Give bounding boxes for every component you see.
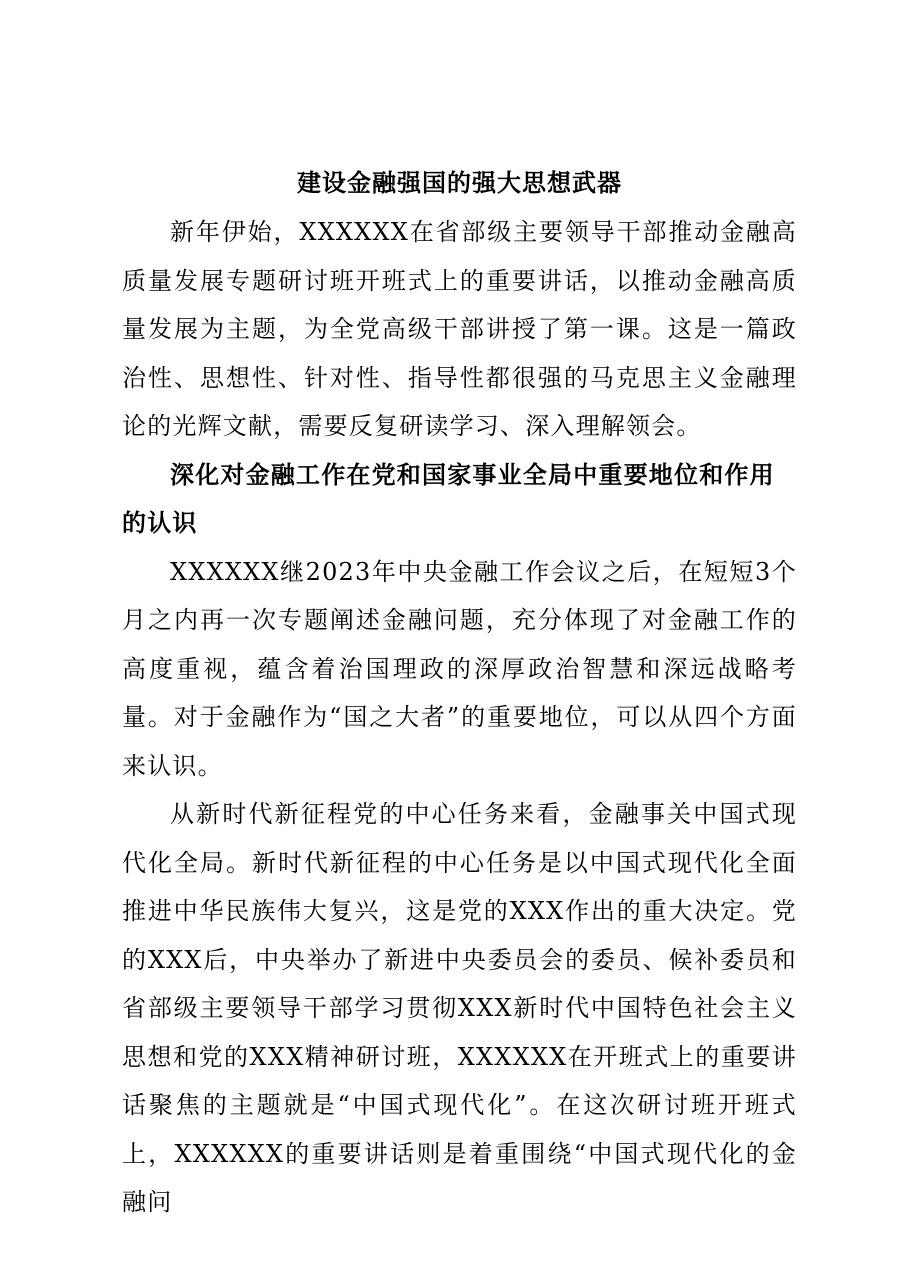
- body-paragraph: 从新时代新征程党的中心任务来看，金融事关中国式现代化全局。新时代新征程的中心任务是以中国式现代化全面推进中华民族伟大复兴，这是党的XXX作出的重大决定。党的XXX后，中央举办了新进中央委员会的委员、候补委员和省部级主要领导干部学习贯彻XXX新时代中国特色社会主义思想和党的XXX精神研讨班，XXXXXX在开班式上的重要讲话聚焦的主题就是“中国式现代化”。在这次研讨班开班式上，XXXXXX的重要讲话则是着重围绕“中国式现代化的金融问: [122, 800, 797, 1216]
- section-heading: 深化对金融工作在党和国家事业全局中重要地位和作用的认识: [122, 460, 775, 537]
- document-title: 建设金融强国的强大思想武器: [297, 168, 622, 197]
- intro-paragraph: 新年伊始，XXXXXX在省部级主要领导干部推动金融高质量发展专题研讨班开班式上的重要讲话，以推动金融高质量发展为主题，为全党高级干部讲授了第一课。这是一篇政治性、思想性、针对性、指导性都很强的马克思主义金融理论的光辉文献，需要反复研读学习、深入理解领会。: [122, 218, 797, 440]
- document-body: [122, 162, 797, 1227]
- body-paragraph: XXXXXX继2023年中央金融工作会议之后，在短短3个月之内再一次专题阐述金融问题，充分体现了对金融工作的高度重视，蕴含着治国理政的深厚政治智慧和深远战略考量。对于金融作为“国之大者”的重要地位，可以从四个方面来认识。: [122, 557, 797, 780]
